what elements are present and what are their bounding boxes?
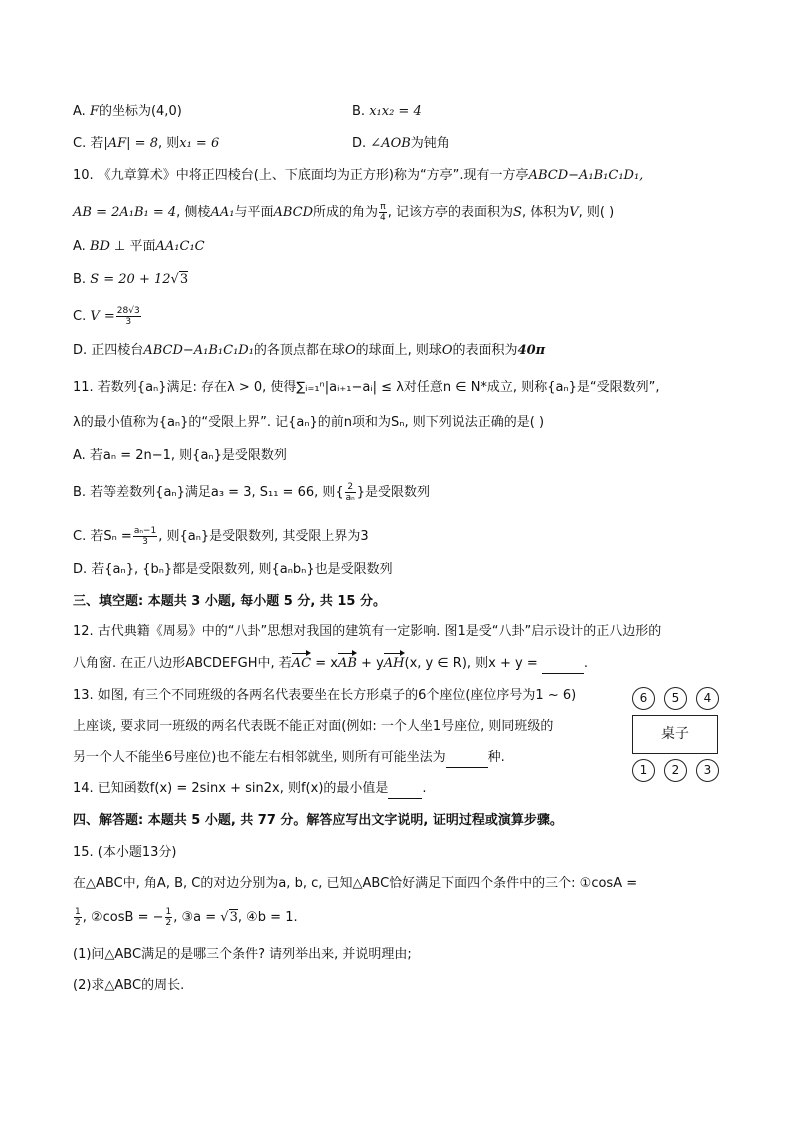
- seat-4: 4: [696, 687, 719, 710]
- seat-1: 1: [632, 759, 655, 782]
- volume-fraction: $\frac{28√3}{3}$: [116, 306, 140, 327]
- q15-header: 15. (本小题13分): [73, 845, 177, 860]
- q9-option-d: D. ∠AOB为钝角: [352, 136, 450, 151]
- c-fraction: $\frac{\text{aₙ−1}}{3}$: [133, 526, 157, 547]
- cos-a-fraction: $\frac{1}{2}$: [75, 907, 81, 928]
- b-fraction: $\frac{2}{\text{aₙ}}$: [345, 482, 355, 503]
- table-rectangle: 桌子: [632, 715, 718, 754]
- q14-stem: 14. 已知函数f(x) = 2sinx + sin2x, 则f(x)的最小值是 .: [73, 780, 427, 799]
- q11-stem-line2: λ的最小值称为{aₙ}的“受限上界”. 记{aₙ}的前n项和为Sₙ, 则下列说法正确的是( ): [73, 415, 545, 430]
- q10-option-c: C. V = $\frac{28√3}{3}$: [73, 306, 140, 327]
- q10-option-a: A. BD ⊥ 平面AA₁C₁C: [73, 239, 205, 254]
- q14-answer-blank: [388, 780, 422, 799]
- cos-b-fraction: $\frac{1}{2}$: [165, 907, 172, 928]
- q9-option-a: A. F的坐标为(4,0): [73, 104, 182, 119]
- q9-option-b: B. x₁x₂ = 4: [352, 104, 422, 119]
- q11-option-a: A. 若aₙ = 2n−1, 则{aₙ}是受限数列: [73, 448, 287, 463]
- q9-option-c: C. 若|AF| = 8, 则x₁ = 6: [73, 136, 220, 151]
- q11-option-b: B. 若等差数列{aₙ}满足a₃ = 3, S₁₁ = 66, 则{ $\frac{2}{\text{aₙ}}$ }是受限数列: [73, 482, 431, 503]
- q11-stem-line1: 11. 若数列{aₙ}满足: 存在λ > 0, 使得∑ᵢ₌₁ⁿ|aᵢ₊₁−aᵢ| ≤ λ对任意n ∈ N*成立, 则称{aₙ}是“受限数列”,: [73, 380, 660, 395]
- q10-stem-line2: AB = 2A₁B₁ = 4, 侧棱AA₁与平面ABCD所成的角为 $\frac{\pi}{4}$ , 记该方亭的表面积为S, 体积为V, 则( ): [73, 202, 615, 223]
- q15-subquestion-2: (2)求△ABC的周长.: [73, 978, 185, 993]
- q15-stem-line1: 在△ABC中, 角A, B, C的对边分别为a, b, c, 已知△ABC恰好满足下面四个条件中的三个: ①cosA =: [73, 876, 638, 891]
- q10-option-b: B. S = 20 + 12√3: [73, 272, 189, 287]
- section-4-heading: 四、解答题: 本题共 5 小题, 共 77 分。解答应写出文字说明, 证明过程或演算步骤。: [73, 813, 563, 828]
- q15-subquestion-1: (1)问△ABC满足的是哪三个条件? 请列举出来, 并说明理由;: [73, 947, 412, 962]
- q13-stem-line1: 13. 如图, 有三个不同班级的各两名代表要坐在长方形桌子的6个座位(座位序号为1 ~ 6): [73, 688, 577, 703]
- q10-stem-line1: 10. 《九章算术》中将正四棱台(上、下底面均为正方形)称为“方亭”.现有一方亭ABCD−A₁B₁C₁D₁,: [73, 168, 644, 183]
- q13-stem-line3: 另一个人不能坐6号座位)也不能左右相邻就坐, 则所有可能坐法为 种.: [73, 749, 505, 768]
- q11-option-d: D. 若{aₙ}, {bₙ}都是受限数列, 则{aₙbₙ}也是受限数列: [73, 562, 393, 577]
- q12-stem-line1: 12. 古代典籍《周易》中的“八卦”思想对我国的建筑有一定影响. 图1是受“八卦”启示设计的正八边形的: [73, 624, 662, 639]
- section-3-heading: 三、填空题: 本题共 3 小题, 每小题 5 分, 共 15 分。: [73, 594, 386, 609]
- q12-stem-line2: 八角窗. 在正八边形ABCDEFGH中, 若AC = xAB + yAH(x, y ∈ R), 则x + y = .: [73, 655, 588, 674]
- q11-option-c: C. 若Sₙ = $\frac{\text{aₙ−1}}{3}$ , 则{aₙ}是受限数列, 其受限上界为3: [73, 526, 369, 547]
- q15-stem-line2: $\frac{1}{2}$ , ②cosB = − $\frac{1}{2}$ , ③a = √3, ④b = 1.: [75, 907, 298, 928]
- q12-answer-blank: [542, 655, 584, 674]
- q13-answer-blank: [446, 749, 488, 768]
- seat-6: 6: [632, 687, 655, 710]
- angle-fraction: $\frac{\pi}{4}$: [380, 202, 386, 223]
- seat-3: 3: [696, 759, 719, 782]
- q10-option-d: D. 正四棱台ABCD−A₁B₁C₁D₁的各顶点都在球O的球面上, 则球O的表面积为40π: [73, 343, 546, 358]
- seat-5: 5: [664, 687, 687, 710]
- q13-stem-line2: 上座谈, 要求同一班级的两名代表既不能正对面(例如: 一个人坐1号座位, 则同班级的: [73, 719, 554, 734]
- seat-2: 2: [664, 759, 687, 782]
